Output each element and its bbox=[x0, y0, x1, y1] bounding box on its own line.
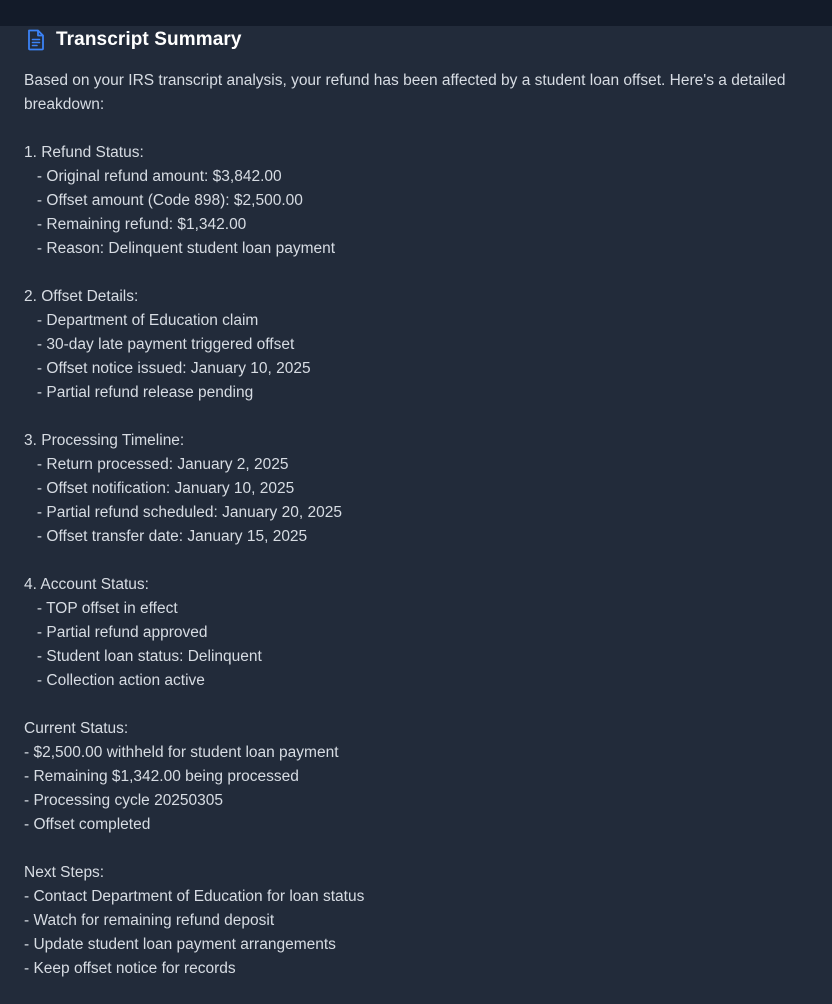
section-heading: 4. Account Status: bbox=[24, 576, 149, 593]
list-item: - Partial refund approved bbox=[24, 624, 208, 641]
spacer bbox=[24, 837, 804, 861]
list-item: - Watch for remaining refund deposit bbox=[24, 912, 275, 929]
list-item: - Processing cycle 20250305 bbox=[24, 792, 224, 809]
top-bar bbox=[0, 0, 832, 26]
list-item: - Offset notice issued: January 10, 2025 bbox=[24, 360, 311, 377]
section-heading: Next Steps: bbox=[24, 864, 105, 881]
list-item: - Update student loan payment arrangements bbox=[24, 936, 336, 953]
list-item: - Department of Education claim bbox=[24, 312, 259, 329]
summary-intro: Based on your IRS transcript analysis, your refund has been affected by a student loan offset. Here's a detailed breakdown: bbox=[24, 72, 786, 113]
list-item: - Remaining $1,342.00 being processed bbox=[24, 768, 299, 785]
section-current-status bbox=[24, 717, 804, 837]
list-item: - Return processed: January 2, 2025 bbox=[24, 456, 289, 473]
spacer bbox=[24, 549, 804, 573]
list-item: - Student loan status: Delinquent bbox=[24, 648, 262, 665]
summary-body bbox=[24, 69, 804, 981]
list-item: - Original refund amount: $3,842.00 bbox=[24, 168, 282, 185]
section-offset-details bbox=[24, 285, 804, 405]
list-item: - Collection action active bbox=[24, 672, 205, 689]
document-icon bbox=[26, 29, 46, 51]
list-item: - Reason: Delinquent student loan payment bbox=[24, 240, 336, 257]
list-item: - Offset transfer date: January 15, 2025 bbox=[24, 528, 308, 545]
spacer bbox=[24, 405, 804, 429]
list-item: - Contact Department of Education for loan status bbox=[24, 888, 365, 905]
section-heading: Current Status: bbox=[24, 720, 129, 737]
spacer bbox=[24, 693, 804, 717]
summary-header bbox=[26, 28, 242, 52]
section-processing-timeline bbox=[24, 429, 804, 549]
spacer bbox=[24, 117, 804, 141]
list-item: - Partial refund scheduled: January 20, 2025 bbox=[24, 504, 342, 521]
section-account-status bbox=[24, 573, 804, 693]
list-item: - Offset notification: January 10, 2025 bbox=[24, 480, 295, 497]
section-heading: 1. Refund Status: bbox=[24, 144, 144, 161]
list-item: - Offset completed bbox=[24, 816, 151, 833]
section-heading: 3. Processing Timeline: bbox=[24, 432, 185, 449]
list-item: - Offset amount (Code 898): $2,500.00 bbox=[24, 192, 303, 209]
list-item: - Keep offset notice for records bbox=[24, 960, 236, 977]
section-next-steps bbox=[24, 861, 804, 981]
list-item: - 30-day late payment triggered offset bbox=[24, 336, 295, 353]
transcript-summary-card bbox=[0, 26, 832, 1004]
list-item: - TOP offset in effect bbox=[24, 600, 178, 617]
list-item: - Partial refund release pending bbox=[24, 384, 254, 401]
summary-title: Transcript Summary bbox=[56, 29, 242, 50]
list-item: - $2,500.00 withheld for student loan payment bbox=[24, 744, 339, 761]
spacer bbox=[24, 261, 804, 285]
section-refund-status bbox=[24, 141, 804, 261]
section-heading: 2. Offset Details: bbox=[24, 288, 139, 305]
list-item: - Remaining refund: $1,342.00 bbox=[24, 216, 247, 233]
